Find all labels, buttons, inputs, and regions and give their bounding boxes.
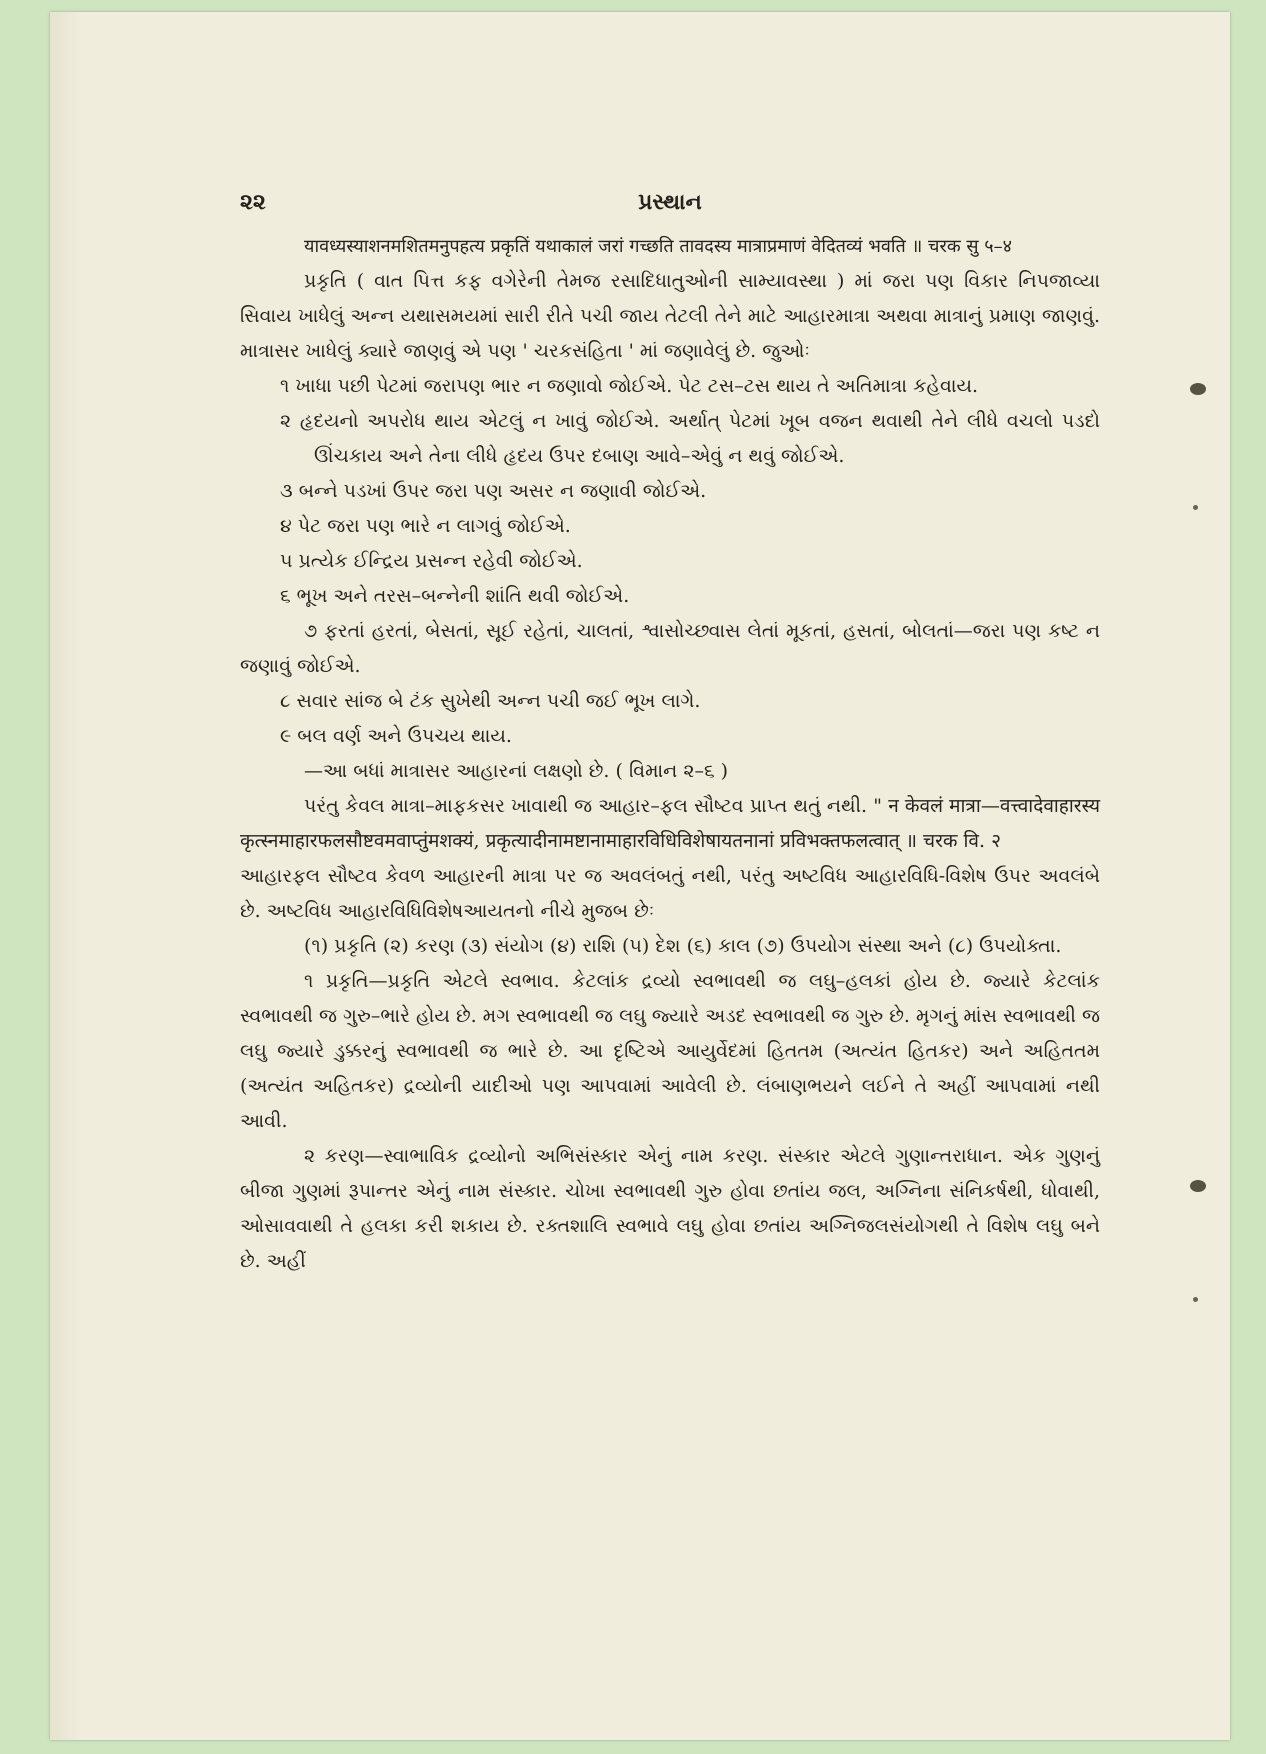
body-paragraph: ૧ પ્રકૃતિ—પ્રકૃતિ એટલે સ્વભાવ. કેટલાંક દ્રવ્યો સ્વભાવથી જ લઘુ–હલકાં હોય છે. જ્યારે કેટલાંક સ્વભાવથી જ ગુરુ–ભારે હોય છે. મગ સ્વભાવથી જ લઘુ જ્યારે અડદ સ્વભાવથી જ ગુરુ છે. મૃગનું માંસ સ્વભાવથી જ લઘુ જ્યારે ડુક્કરનું સ્વભાવથી જ ભારે છે. આ દૃષ્ટિએ આયુર્વેદમાં હિતતમ (અત્યંત હિતકર) અને અહિતતમ (અત્યંત અહિતકર) દ્રવ્યોની યાદીઓ પણ આપવામાં આવેલી છે. લંબાણભયને લઈને તે અહીં આપવામાં નથી આવી.	[240, 970, 1100, 1132]
list-item: ૭ ફરતાં હરતાં, બેસતાં, સૂઈ રહેતાં, ચાલતાં, શ્વાસોચ્છ્વાસ લેતાં મૂકતાં, હસતાં, બોલતાં—જરા પણ કષ્ટ ન જણાવું જોઈએ.	[240, 620, 1100, 677]
paper-left-edge	[50, 12, 80, 1740]
summary-line: —આ બધાં માત્રાસર આહારનાં લક્ષણો છે. ( વિમાન ૨–૬ )	[304, 760, 729, 782]
binding-hole	[1190, 383, 1206, 395]
list-item: ૨ હૃદયનો અપરોધ થાય એટલું ન ખાવું જોઈએ. અર્થાત્ પેટમાં ખૂબ વજન થવાથી તેને લીધે વચલો પડદો ઊંચકાય અને તેના લીધે હૃદય ઉપર દબાણ આવે–એવું ન થવું જોઈએ.	[280, 410, 1100, 467]
list-item: ૬ ભૂખ અને તરસ–બન્નેની શાંતિ થવી જોઈએ.	[280, 585, 630, 607]
binding-hole	[1190, 1180, 1206, 1192]
page-content	[240, 185, 1100, 1279]
body-paragraph: (૧) પ્રકૃતિ (૨) કરણ (૩) સંયોગ (૪) રાશિ (૫) દેશ (૬) કાલ (૭) ઉપયોગ સંસ્થા અને (૮) ઉપયોક્તા.	[304, 935, 1062, 957]
sanskrit-quote: यावध्यस्याशनमशितमनुपहत्य प्रकृतिं यथाकालं जरां गच्छति तावदस्य मात्राप्रमाणं वेदितव्यं भवति ॥ चरक सु ५–४	[304, 236, 1012, 257]
body-paragraph: આહારફલ સૌષ્ટવ કેવળ આહારની માત્રા પર જ અવલંબતું નથી, પરંતુ અષ્ટવિધ આહારવિધિ-વિશેષ ઉપર અવલંબે છે. અષ્ટવિધ આહારવિધિવિશેષઆયતનો નીચે મુજબ છેઃ	[240, 865, 1100, 922]
list-item: ૪ પેટ જરા પણ ભારે ન લાગવું જોઈએ.	[280, 515, 571, 537]
list-item: ૮ સવાર સાંજ બે ટંક સુખેથી અન્ન પચી જઈ ભૂખ લાગે.	[280, 690, 701, 712]
body-paragraph: પરંતુ કેવલ માત્રા–માફકસર ખાવાથી જ આહાર–ફલ સૌષ્ટવ પ્રાપ્ત થતું નથી. " न केवलं मात्रा—वत्त्वादेवाहारस्य कृत्स्नमाहारफलसौष्टवमवाप्तुंमशक्यं, प्रकृत्यादीनामष्टानामाहारविधिविशेषायतनानां प्रविभक्तफलत्वात् ॥ चरक वि. २	[240, 795, 1100, 852]
list-item: ૧ ખાધા પછી પેટમાં જરાપણ ભાર ન જણાવો જોઈએ. પેટ ટસ–ટસ થાય તે અતિમાત્રા કહેવાય.	[280, 375, 979, 397]
page-number: ૨૨	[240, 189, 266, 215]
ink-speck	[1193, 1297, 1198, 1302]
list-item: ૫ પ્રત્યેક ઈન્દ્રિય પ્રસન્ન રહેવી જોઈએ.	[280, 550, 583, 572]
page-header	[240, 185, 1100, 229]
body-paragraph: પ્રકૃતિ ( વાત પિત્ત કફ વગેરેની તેમજ રસાદિધાતુઓની સામ્યાવસ્થા ) માં જરા પણ વિકાર નિપજાવ્યા સિવાય ખાધેલું અન્ન યથાસમયમાં સારી રીતે પચી જાય તેટલી તેને માટે આહારમાત્રા અથવા માત્રાનું પ્રમાણ જાણવું. માત્રાસર ખાધેલું ક્યારે જાણવું એ પણ ' ચરકસંહિતા ' માં જણાવેલું છે. જુઓઃ	[240, 270, 1100, 362]
ink-speck	[1193, 505, 1198, 510]
running-title: પ્રસ્થાન	[638, 189, 702, 215]
list-item: ૩ બન્ને પડખાં ઉપર જરા પણ અસર ન જણાવી જોઈએ.	[280, 480, 707, 502]
list-item: ૯ બલ વર્ણ અને ઉપચય થાય.	[280, 725, 512, 747]
body-paragraph: ૨ કરણ—સ્વાભાવિક દ્રવ્યોનો અભિસંસ્કાર એનું નામ કરણ. સંસ્કાર એટલે ગુણાન્તરાધાન. એક ગુણનું બીજા ગુણમાં રૂપાન્તર એનું નામ સંસ્કાર. ચોખા સ્વભાવથી ગુરુ હોવા છતાંય જલ, અગ્નિના સંનિકર્ષથી, ધોવાથી, ઓસાવવાથી તે હલકા કરી શકાય છે. રક્તશાલિ સ્વભાવે લઘુ હોવા છતાંય અગ્નિજલસંયોગથી તે વિશેષ લઘુ બને છે. અહીં	[240, 1145, 1100, 1272]
